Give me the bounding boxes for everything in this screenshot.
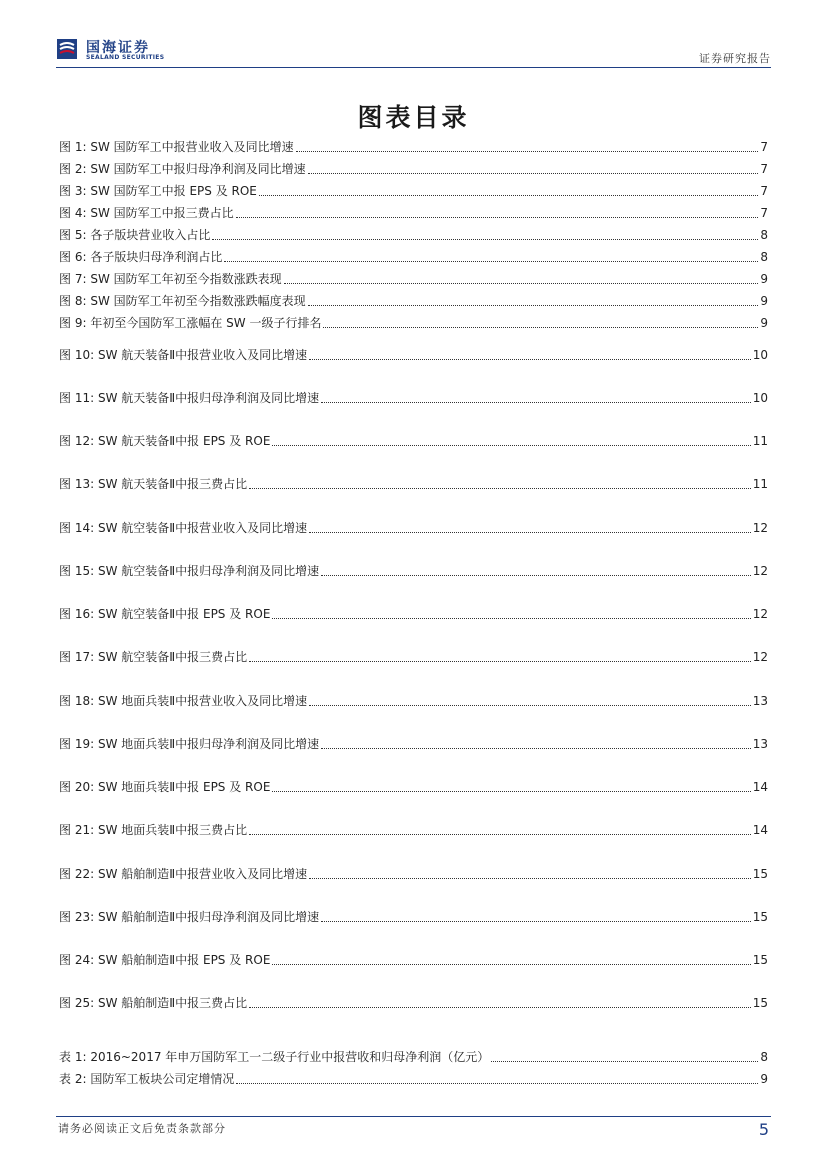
toc-figure-entry[interactable] (59, 605, 768, 623)
entry-label: 图 3: (59, 184, 87, 198)
entry-title: SW 国防军工中报归母净利润及同比增速 (90, 162, 306, 176)
entry-page-number: 7 (760, 206, 768, 220)
entry-title: SW 地面兵装Ⅱ中报三费占比 (97, 823, 248, 837)
entry-title: SW 船舶制造Ⅱ中报归母净利润及同比增速 (97, 910, 320, 924)
entry-title: SW 航空装备Ⅱ中报营业收入及同比增速 (97, 521, 308, 535)
toc-figure-entry[interactable] (59, 865, 768, 883)
entry-label: 图 23: (59, 910, 95, 924)
entry-page-number: 13 (752, 737, 768, 751)
dot-leader (321, 748, 751, 749)
dot-leader (309, 705, 751, 706)
entry-title: SW 国防军工中报营业收入及同比增速 (90, 140, 294, 154)
page-header (56, 36, 771, 66)
toc-figure-entry[interactable] (59, 994, 768, 1012)
entry-title: SW 航空装备Ⅱ中报 EPS 及 ROE (97, 607, 271, 621)
toc-figure-entry[interactable] (59, 292, 768, 310)
toc-figure-entry[interactable] (59, 821, 768, 839)
dot-leader (236, 1083, 758, 1084)
entry-title: 各子版块归母净利润占比 (90, 250, 223, 264)
entry-page-number: 15 (752, 867, 768, 881)
entry-title: SW 地面兵装Ⅱ中报归母净利润及同比增速 (97, 737, 320, 751)
toc-table-entry[interactable] (59, 1048, 768, 1066)
entry-label: 图 10: (59, 348, 95, 362)
toc-figure-entry[interactable] (59, 475, 768, 493)
toc-figure-entry[interactable] (59, 735, 768, 753)
entry-title: SW 船舶制造Ⅱ中报 EPS 及 ROE (97, 953, 271, 967)
entry-title: SW 地面兵装Ⅱ中报营业收入及同比增速 (97, 694, 308, 708)
entry-title: SW 船舶制造Ⅱ中报营业收入及同比增速 (97, 867, 308, 881)
entry-title: SW 航空装备Ⅱ中报三费占比 (97, 650, 248, 664)
toc-figure-entry[interactable] (59, 692, 768, 710)
entry-page-number: 11 (752, 477, 768, 491)
entry-label: 图 19: (59, 737, 95, 751)
report-type-label: 证券研究报告 (699, 52, 771, 65)
dot-leader (249, 834, 751, 835)
company-logo (56, 36, 216, 66)
entry-title: SW 地面兵装Ⅱ中报 EPS 及 ROE (97, 780, 271, 794)
entry-label: 图 21: (59, 823, 95, 837)
entry-title: 年初至今国防军工涨幅在 SW 一级子行排名 (90, 316, 322, 330)
entry-page-number: 15 (752, 996, 768, 1010)
entry-page-number: 9 (760, 1072, 768, 1086)
entry-label: 图 14: (59, 521, 95, 535)
dot-leader (284, 283, 759, 284)
dot-leader (308, 305, 759, 306)
toc-figure-entry[interactable] (59, 270, 768, 288)
entry-page-number: 14 (752, 780, 768, 794)
entry-label: 图 1: (59, 140, 87, 154)
dot-leader (212, 239, 758, 240)
toc-figure-entry[interactable] (59, 951, 768, 969)
toc-figure-entry[interactable] (59, 204, 768, 222)
dot-leader (272, 445, 750, 446)
disclaimer-note: 请务必阅读正文后免责条款部分 (58, 1122, 226, 1135)
toc-figure-entry[interactable] (59, 182, 768, 200)
entry-title: SW 航天装备Ⅱ中报三费占比 (97, 477, 248, 491)
logo-chinese-name: 国海证券 (86, 40, 150, 56)
entry-title: 各子版块营业收入占比 (90, 228, 211, 242)
sealand-logo-icon (56, 38, 78, 60)
toc-figure-entry[interactable] (59, 226, 768, 244)
toc-figure-entry[interactable] (59, 519, 768, 537)
entry-page-number: 7 (760, 162, 768, 176)
dot-leader (491, 1061, 758, 1062)
entry-title: SW 国防军工中报 EPS 及 ROE (90, 184, 257, 198)
entry-title: SW 航天装备Ⅱ中报 EPS 及 ROE (97, 434, 271, 448)
entry-page-number: 11 (752, 434, 768, 448)
page-title: 图表目录 (357, 103, 470, 132)
dot-leader (272, 618, 750, 619)
entry-title: SW 船舶制造Ⅱ中报三费占比 (97, 996, 248, 1010)
entry-label: 图 16: (59, 607, 95, 621)
dot-leader (321, 575, 751, 576)
dot-leader (224, 261, 758, 262)
entry-label: 图 7: (59, 272, 87, 286)
entry-label: 图 18: (59, 694, 95, 708)
entry-label: 图 12: (59, 434, 95, 448)
entry-page-number: 12 (752, 607, 768, 621)
logo-english-name: SEALAND SECURITIES (86, 54, 165, 61)
footer-divider (56, 1116, 771, 1117)
entry-page-number: 8 (760, 1050, 768, 1064)
entry-label: 图 8: (59, 294, 87, 308)
entry-label: 图 25: (59, 996, 95, 1010)
entry-label: 图 5: (59, 228, 87, 242)
toc-figure-entry[interactable] (59, 778, 768, 796)
entry-page-number: 12 (752, 650, 768, 664)
entry-title: SW 航空装备Ⅱ中报归母净利润及同比增速 (97, 564, 320, 578)
entry-page-number: 12 (752, 564, 768, 578)
entry-title: 国防军工板块公司定增情况 (90, 1072, 235, 1086)
page-number: 5 (758, 1120, 769, 1139)
dot-leader (321, 402, 751, 403)
dot-leader (296, 151, 759, 152)
entry-label: 图 24: (59, 953, 95, 967)
entry-title: SW 航天装备Ⅱ中报归母净利润及同比增速 (97, 391, 320, 405)
entry-title: SW 航天装备Ⅱ中报营业收入及同比增速 (97, 348, 308, 362)
entry-label: 图 15: (59, 564, 95, 578)
dot-leader (272, 964, 750, 965)
toc-figure-entry[interactable] (59, 389, 768, 407)
dot-leader (309, 878, 751, 879)
toc-figure-entry[interactable] (59, 314, 768, 332)
entry-page-number: 10 (752, 391, 768, 405)
entry-page-number: 9 (760, 294, 768, 308)
entry-label: 图 4: (59, 206, 87, 220)
entry-label: 表 1: (59, 1050, 87, 1064)
dot-leader (308, 173, 759, 174)
dot-leader (236, 217, 759, 218)
entry-page-number: 9 (760, 316, 768, 330)
toc-figure-entry[interactable] (59, 562, 768, 580)
entry-title: SW 国防军工年初至今指数涨跌表现 (90, 272, 282, 286)
dot-leader (249, 661, 751, 662)
header-divider (56, 67, 771, 68)
entry-title: 2016~2017 年申万国防军工一二级子行业中报营收和归母净利润（亿元） (90, 1050, 490, 1064)
entry-page-number: 15 (752, 953, 768, 967)
toc-figure-entry[interactable] (59, 138, 768, 156)
toc-table-entry[interactable] (59, 1070, 768, 1088)
dot-leader (321, 921, 751, 922)
entry-label: 图 11: (59, 391, 95, 405)
entry-page-number: 12 (752, 521, 768, 535)
toc-figure-entry[interactable] (59, 160, 768, 178)
dot-leader (259, 195, 758, 196)
entry-page-number: 10 (752, 348, 768, 362)
entry-page-number: 9 (760, 272, 768, 286)
entry-page-number: 7 (760, 140, 768, 154)
dot-leader (249, 1007, 751, 1008)
entry-title: SW 国防军工中报三费占比 (90, 206, 234, 220)
toc-figure-entry[interactable] (59, 248, 768, 266)
entry-page-number: 15 (752, 910, 768, 924)
dot-leader (323, 327, 758, 328)
toc-figure-entry[interactable] (59, 908, 768, 926)
entry-label: 表 2: (59, 1072, 87, 1086)
dot-leader (272, 791, 750, 792)
entry-page-number: 8 (760, 250, 768, 264)
entry-label: 图 13: (59, 477, 95, 491)
entry-page-number: 8 (760, 228, 768, 242)
entry-label: 图 2: (59, 162, 87, 176)
dot-leader (309, 359, 751, 360)
entry-page-number: 14 (752, 823, 768, 837)
dot-leader (309, 532, 751, 533)
entry-label: 图 17: (59, 650, 95, 664)
entry-page-number: 13 (752, 694, 768, 708)
entry-label: 图 22: (59, 867, 95, 881)
entry-page-number: 7 (760, 184, 768, 198)
entry-label: 图 20: (59, 780, 95, 794)
entry-label: 图 9: (59, 316, 87, 330)
toc-figure-entry[interactable] (59, 648, 768, 666)
entry-title: SW 国防军工年初至今指数涨跌幅度表现 (90, 294, 306, 308)
toc-figure-entry[interactable] (59, 346, 768, 364)
entry-label: 图 6: (59, 250, 87, 264)
dot-leader (249, 488, 751, 489)
toc-figure-entry[interactable] (59, 432, 768, 450)
